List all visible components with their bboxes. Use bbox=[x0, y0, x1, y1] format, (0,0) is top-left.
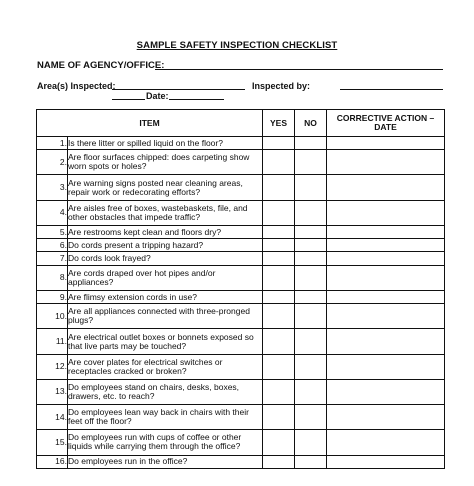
table-header-row bbox=[37, 110, 445, 137]
corrective-action-cell[interactable] bbox=[327, 175, 445, 200]
no-cell[interactable] bbox=[295, 225, 327, 238]
row-item-text: Are flimsy extension cords in use? bbox=[68, 290, 263, 303]
no-cell[interactable] bbox=[295, 150, 327, 175]
document-title: SAMPLE SAFETY INSPECTION CHECKLIST bbox=[136, 40, 338, 51]
yes-cell[interactable] bbox=[263, 379, 295, 404]
row-number: 4. bbox=[37, 200, 68, 225]
row-item-text: Do cords present a tripping hazard? bbox=[68, 239, 263, 252]
row-item-text: Is there litter or spilled liquid on the floor? bbox=[68, 137, 263, 150]
inspected-by-field[interactable] bbox=[340, 89, 443, 90]
yes-cell[interactable] bbox=[263, 455, 295, 468]
table-row bbox=[37, 290, 445, 303]
yes-cell[interactable] bbox=[263, 239, 295, 252]
no-cell[interactable] bbox=[295, 290, 327, 303]
table-row bbox=[37, 239, 445, 252]
row-item-text: Are all appliances connected with three-pronged plugs? bbox=[68, 304, 263, 329]
table-row bbox=[37, 225, 445, 238]
no-cell[interactable] bbox=[295, 379, 327, 404]
corrective-action-column-header: CORRECTIVE ACTION – DATE bbox=[327, 110, 445, 137]
row-number: 10. bbox=[37, 304, 68, 329]
row-item-text: Are cords draped over hot pipes and/or appliances? bbox=[68, 265, 263, 290]
no-column-header: NO bbox=[295, 110, 327, 137]
no-cell[interactable] bbox=[295, 430, 327, 455]
table-row bbox=[37, 455, 445, 468]
yes-cell[interactable] bbox=[263, 225, 295, 238]
no-cell[interactable] bbox=[295, 455, 327, 468]
row-number: 7. bbox=[37, 252, 68, 265]
table-row bbox=[37, 379, 445, 404]
row-number: 11. bbox=[37, 329, 68, 354]
no-cell[interactable] bbox=[295, 304, 327, 329]
date-label: Date: bbox=[146, 91, 169, 101]
item-column-header: ITEM bbox=[37, 110, 263, 137]
inspected-by-label: Inspected by: bbox=[252, 81, 311, 91]
yes-cell[interactable] bbox=[263, 150, 295, 175]
table-row bbox=[37, 329, 445, 354]
yes-cell[interactable] bbox=[263, 265, 295, 290]
table-row bbox=[37, 430, 445, 455]
row-item-text: Do employees run in the office? bbox=[68, 455, 263, 468]
no-cell[interactable] bbox=[295, 252, 327, 265]
yes-cell[interactable] bbox=[263, 175, 295, 200]
row-number: 12. bbox=[37, 354, 68, 379]
corrective-action-cell[interactable] bbox=[327, 430, 445, 455]
row-item-text: Do employees lean way back in chairs with their feet off the floor? bbox=[68, 405, 263, 430]
row-item-text: Are warning signs posted near cleaning areas, repair work or redecorating efforts? bbox=[68, 175, 263, 200]
corrective-action-cell[interactable] bbox=[327, 379, 445, 404]
row-number: 5. bbox=[37, 225, 68, 238]
corrective-action-cell[interactable] bbox=[327, 137, 445, 150]
agency-label: NAME OF AGENCY/OFFICE: bbox=[37, 60, 165, 71]
corrective-action-cell[interactable] bbox=[327, 265, 445, 290]
yes-cell[interactable] bbox=[263, 137, 295, 150]
corrective-action-cell[interactable] bbox=[327, 150, 445, 175]
corrective-action-cell[interactable] bbox=[327, 200, 445, 225]
date-leading-line bbox=[112, 99, 145, 100]
yes-cell[interactable] bbox=[263, 290, 295, 303]
corrective-action-cell[interactable] bbox=[327, 290, 445, 303]
yes-cell[interactable] bbox=[263, 354, 295, 379]
table-row bbox=[37, 304, 445, 329]
no-cell[interactable] bbox=[295, 265, 327, 290]
corrective-action-cell[interactable] bbox=[327, 239, 445, 252]
yes-cell[interactable] bbox=[263, 329, 295, 354]
no-cell[interactable] bbox=[295, 354, 327, 379]
row-item-text: Are aisles free of boxes, wastebaskets, file, and other obstacles that impede traffic? bbox=[68, 200, 263, 225]
no-cell[interactable] bbox=[295, 200, 327, 225]
yes-cell[interactable] bbox=[263, 405, 295, 430]
yes-cell[interactable] bbox=[263, 200, 295, 225]
no-cell[interactable] bbox=[295, 175, 327, 200]
no-cell[interactable] bbox=[295, 137, 327, 150]
table-row bbox=[37, 252, 445, 265]
table-row bbox=[37, 137, 445, 150]
table-row bbox=[37, 150, 445, 175]
row-item-text: Do cords look frayed? bbox=[68, 252, 263, 265]
yes-cell[interactable] bbox=[263, 252, 295, 265]
row-number: 15. bbox=[37, 430, 68, 455]
row-number: 8. bbox=[37, 265, 68, 290]
row-item-text: Are floor surfaces chipped: does carpeting show worn spots or holes? bbox=[68, 150, 263, 175]
row-number: 16. bbox=[37, 455, 68, 468]
corrective-action-cell[interactable] bbox=[327, 225, 445, 238]
row-number: 3. bbox=[37, 175, 68, 200]
date-field[interactable] bbox=[169, 99, 224, 100]
yes-cell[interactable] bbox=[263, 304, 295, 329]
row-item-text: Are restrooms kept clean and floors dry? bbox=[68, 225, 263, 238]
checklist-table bbox=[36, 109, 445, 469]
corrective-action-cell[interactable] bbox=[327, 455, 445, 468]
table-row bbox=[37, 200, 445, 225]
corrective-action-cell[interactable] bbox=[327, 304, 445, 329]
corrective-action-cell[interactable] bbox=[327, 354, 445, 379]
row-item-text: Are electrical outlet boxes or bonnets exposed so that live parts may be touched? bbox=[68, 329, 263, 354]
areas-inspected-label: Area(s) Inspected: bbox=[37, 81, 116, 91]
table-row bbox=[37, 175, 445, 200]
row-number: 14. bbox=[37, 405, 68, 430]
corrective-action-cell[interactable] bbox=[327, 252, 445, 265]
row-number: 9. bbox=[37, 290, 68, 303]
table-row bbox=[37, 354, 445, 379]
row-number: 2. bbox=[37, 150, 68, 175]
row-item-text: Do employees run with cups of coffee or other liquids while carrying them through the office? bbox=[68, 430, 263, 455]
yes-cell[interactable] bbox=[263, 430, 295, 455]
corrective-action-cell[interactable] bbox=[327, 329, 445, 354]
yes-column-header: YES bbox=[263, 110, 295, 137]
no-cell[interactable] bbox=[295, 329, 327, 354]
no-cell[interactable] bbox=[295, 405, 327, 430]
corrective-action-cell[interactable] bbox=[327, 405, 445, 430]
agency-field[interactable] bbox=[155, 69, 443, 70]
row-number: 13. bbox=[37, 379, 68, 404]
row-item-text: Are cover plates for electrical switches or receptacles cracked or broken? bbox=[68, 354, 263, 379]
areas-inspected-field[interactable] bbox=[112, 89, 245, 90]
table-row bbox=[37, 405, 445, 430]
row-number: 6. bbox=[37, 239, 68, 252]
no-cell[interactable] bbox=[295, 239, 327, 252]
table-row bbox=[37, 265, 445, 290]
row-number: 1. bbox=[37, 137, 68, 150]
row-item-text: Do employees stand on chairs, desks, boxes, drawers, etc. to reach? bbox=[68, 379, 263, 404]
